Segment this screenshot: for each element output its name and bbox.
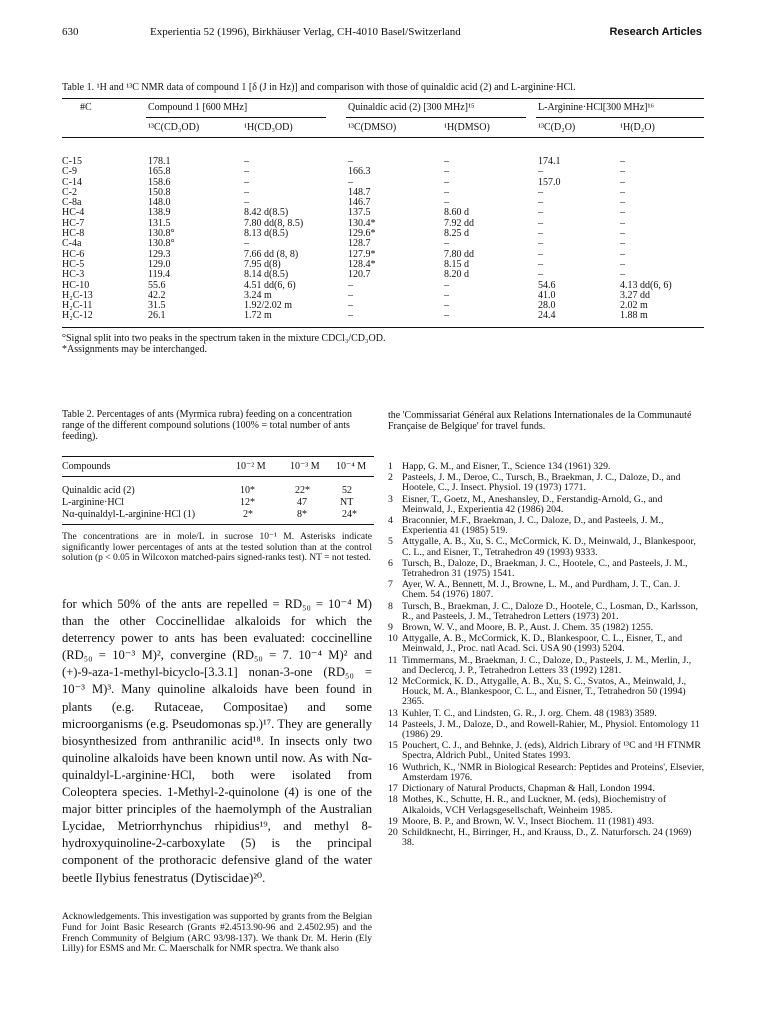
body-paragraph: for which 50% of the ants are repelled = RD₅₀ = 10⁻⁴ M) than the other Coccinellidae alkaloids for which the deterrency power to ants has been evaluated: coccinelline (RD₅₀ = 10⁻³ M)², convergine (RD₅₀ = 7. 10⁻⁴ M)² and (+)-9-aza-1-methyl-bicyclo-[3.3.1] nonan-3-one (RD₅₀ = 10⁻³ M)³. Many quinoline alkaloids have been found in plants (e.g. Rutaceae, Compositae) and some microorganisms (e.g. Pseudomonas sp.)¹⁷. They are generally biosynthesized from anthranilic acid¹⁸. In insects only two quinoline alkaloids have been known until now. As with Nα-quinaldyl-L-arginine·HCl, both were isolated from Coleoptera species. 1-Methyl-2-quinolone (4) is one of the major bitter principles of the haemolymph of the Australian Lycidae, Metriorrhynchus rhipidius¹⁹, and methyl 8-hydroxyquinoline-2-carboxylate (5) is the principal component of the prothoracic defensive gland of the water beetle Ilybius fenestratus (Dytiscidae)²⁰. [62, 597, 372, 885]
reference-item [388, 817, 706, 827]
table2-header-compounds: Compounds [62, 461, 111, 472]
reference-number: 18 [388, 794, 398, 806]
table1-subheader-2: ¹H(CD₃OD) [244, 122, 293, 133]
journal-citation: Experientia 52 (1996), Birkhäuser Verlag, CH-4010 Basel/Switzerland [150, 26, 461, 38]
table2-cell: 10* [240, 485, 255, 496]
table1-bottom-rule [62, 327, 704, 328]
table2-bottom-rule [62, 524, 374, 525]
table2-header-c2: 10⁻³ M [290, 461, 320, 472]
table2-cell: 47 [297, 497, 307, 508]
reference-number: 6 [388, 557, 393, 569]
reference-item [388, 677, 706, 708]
reference-text: Pasteels, J. M., Daloze, D., and Rowell-Rahier, M., Physiol. Entomology 11 (1986) 29. [402, 718, 700, 741]
reference-number: 12 [388, 676, 398, 688]
table1-subheader-5: ¹³C(D₂O) [538, 122, 576, 133]
reference-item [388, 495, 706, 515]
reference-item [388, 741, 706, 761]
reference-item [388, 634, 706, 654]
reference-item [388, 559, 706, 579]
reference-text: Attygalle, A. B., Xu, S. C., McCormick, K. D., Meinwald, J., Blankespoor, C. L., and Eisner, T., Tetrahedron 49 (1993) 9333. [402, 536, 696, 558]
reference-item [388, 516, 706, 536]
acknowledgements-continued: the 'Commissariat Général aux Relations Internationales de la Communauté Française de Belgique' for travel funds. [388, 410, 692, 432]
table1-footnote-split: °Signal split into two peaks in the spectrum taken in the mixture CDCl₃/CD₃OD. [62, 333, 386, 344]
reference-text: McCormick, K. D., Attygalle, A. B., Xu, S. C., Svatos, A., Meinwald, J., Houck, M. A., Blankespoor, C. L., and Eisner, T., Tetrahedron 50 (1994) 2365. [402, 676, 687, 708]
reference-number: 20 [388, 826, 398, 838]
reference-text: Pouchert, C. J., and Behnke, J. (eds), Aldrich Library of ¹³C and ¹H FTNMR Spectra, Aldrich Publ., United States 1993. [402, 740, 701, 762]
reference-number: 10 [388, 633, 398, 645]
reference-number: 9 [388, 622, 393, 634]
table2-cell: NT [340, 497, 354, 508]
reference-text: Moore, B. P., and Brown, W. V., Insect Biochem. 11 (1981) 493. [402, 815, 655, 827]
reference-item [388, 462, 706, 472]
table1-col-h1-quinaldic: – – – – – 8.60 d 7.92 dd 8.25 d – 7.80 dd 8.15 d 8.20 d – – – – [444, 156, 474, 322]
reference-number: 2 [388, 472, 393, 484]
table1-header-quinaldic: Quinaldic acid (2) [300 MHz]¹⁵ [348, 102, 475, 113]
reference-text: Eisner, T., Goetz, M., Aneshansley, D., Ferstandig-Arnold, G., and Meinwald, J., Experientia 42 (1986) 204. [402, 493, 663, 515]
table1-caption: Table 1. ¹H and ¹³C NMR data of compound 1 [δ (J in Hz)] and comparison with those of quinaldic acid (2) and L-arginine·HCl. [62, 82, 576, 93]
reference-number: 7 [388, 579, 393, 591]
reference-list [388, 462, 706, 849]
table1-header-rule [62, 137, 704, 138]
table1-subheader-1: ¹³C(CD₃OD) [148, 122, 200, 133]
reference-text: Brown, W. V., and Moore, B. P., Aust. J. Chem. 35 (1982) 1255. [402, 622, 654, 634]
table1-header-c: #C [80, 102, 92, 113]
table1-group-rule-2 [346, 117, 526, 118]
table2-cell: 8* [297, 509, 307, 520]
reference-number: 14 [388, 718, 398, 730]
reference-item [388, 763, 706, 783]
table1-col-h1-compound1: – – – – – 8.42 d(8.5) 7.80 dd(8, 8.5) 8.13 d(8.5) – 7.66 dd (8, 8) 7.95 d(8) 8.14 d(8.5) 4.51 dd(6, 6) 3.24 m 1.92/2.02 m 1.72 m [244, 156, 304, 322]
table1-group-rule-1 [146, 117, 326, 118]
table2-cell: 22* [295, 485, 310, 496]
reference-item [388, 473, 706, 493]
reference-text: Timmermans, M., Braekman, J. C., Daloze, D., Pasteels, J. M., Merlin, J., and Declercq, J. P., Tetrahedron Letters 33 (1992) 1281. [402, 654, 692, 676]
section-title: Research Articles [609, 26, 702, 38]
reference-text: Tursch, B., Braekman, J. C., Daloze D., Hootele, C., Losman, D., Karlsson, R., and Pasteels, J. M., Tetrahedron Letters (1973) 201. [402, 600, 698, 622]
reference-item [388, 720, 706, 740]
table1-subheader-3: ¹³C(DMSO) [348, 122, 397, 133]
table2-cell: 12* [240, 497, 255, 508]
table2-cell: 52 [342, 485, 352, 496]
reference-number: 3 [388, 493, 393, 505]
table1-header-compound1: Compound 1 [600 MHz] [148, 102, 248, 113]
reference-text: Braconnier, M.F., Braekman, J. C., Daloze, D., and Pasteels, J. M., Experientia 41 (1985) 519. [402, 515, 664, 537]
reference-item [388, 709, 706, 719]
table1-subheader-4: ¹H(DMSO) [444, 122, 490, 133]
table1-header-arginine: L-Arginine·HCl[300 MHz]¹⁶ [538, 102, 655, 113]
reference-number: 5 [388, 536, 393, 548]
reference-item [388, 602, 706, 622]
reference-text: Tursch, B., Daloze, D., Braekman, J. C., Hootele, C., and Pasteels, J. M., Tetrahedron 31 (1975) 1541. [402, 557, 688, 580]
reference-text: Pasteels, J. M., Deroe, C., Tursch, B., Braekman, J. C., Daloze, D., and Hootele, C., J. Insect. Physiol. 19 (1973) 1771. [402, 472, 681, 494]
table2-header-rule [62, 476, 374, 477]
page-number: 630 [62, 26, 79, 38]
table1-footnote-assign: *Assignments may be interchanged. [62, 344, 207, 355]
table2-row-label: Nα-quinaldyl-L-arginine·HCl (1) [62, 509, 196, 520]
reference-item [388, 537, 706, 557]
reference-item [388, 580, 706, 600]
reference-item [388, 656, 706, 676]
table2-top-rule [62, 456, 374, 457]
reference-text: Happ, G. M., and Eisner, T., Science 134 (1961) 329. [402, 461, 611, 472]
table2-row-label: L-arginine·HCl [62, 497, 125, 508]
reference-number: 13 [388, 707, 398, 719]
reference-text: Dictionary of Natural Products, Chapman & Hall, London 1994. [402, 783, 655, 795]
table1-subheader-6: ¹H(D₂O) [620, 122, 655, 133]
reference-text: Schildknecht, H., Birringer, H., and Krauss, D., Z. Naturforsch. 24 (1969) 38. [402, 826, 692, 849]
table1-col-c13-arginine: 174.1 – 157.0 – – – – – – – – – 54.6 41.0 28.0 24.4 [538, 156, 561, 322]
acknowledgements: Acknowledgements. This investigation was supported by grants from the Belgian Fund for Joint Basic Research (Grants #2.4513.90-96 and 2.4502.95) and the French Community of Belgium (ARC 93/98-137). We thank Dr. M. Herin (Ely Lilly) for ESMS and Mr. C. Maerschalk for NMR spectra. We thank also [62, 912, 372, 955]
table2-note: The concentrations are in mole/L in sucrose 10⁻¹ M. Asterisks indicate significantly lower percentages of ants at the tested solution than at the control solution (p < 0.05 in Wilcoxon matched-pairs signed-ranks test). NT = not tested. [62, 532, 372, 563]
reference-number: 17 [388, 783, 398, 795]
table1-group-rule-3 [536, 117, 704, 118]
reference-text: Mothes, K., Schutte, H. R., and Luckner, M. (eds), Biochemistry of Alkaloids, VCH Verlagsgesellschaft, Weinheim 1985. [402, 794, 667, 816]
table1-col-h1-arginine: – – – – – – – – – – – – 4.13 dd(6, 6) 3.27 dd 2.02 m 1.88 m [620, 156, 672, 322]
table1-top-rule [62, 98, 704, 99]
reference-number: 15 [388, 740, 398, 752]
table2-header-c1: 10⁻² M [236, 461, 266, 472]
reference-item [388, 784, 706, 794]
table1-col-c13-compound1: 178.1 165.8 158.6 150.8 148.0 138.9 131.5 130.8° 130.8° 129.3 129.0 119.4 55.6 42.2 31.5 26.1 [148, 156, 175, 322]
table2-caption: Table 2. Percentages of ants (Myrmica rubra) feeding on a concentration range of the different compound solutions (100% = total number of ants feeding). [62, 409, 353, 442]
table2-cell: 2* [243, 509, 253, 520]
table2-row-label: Quinaldic acid (2) [62, 485, 135, 496]
reference-number: 19 [388, 815, 398, 827]
reference-text: Kuhler, T. C., and Lindsten, G. R., J. org. Chem. 48 (1983) 3589. [402, 707, 657, 719]
reference-item [388, 795, 706, 815]
table1-col-c13-quinaldic: – 166.3 – 148.7 146.7 137.5 130.4* 129.6* 128.7 127.9* 128.4* 120.7 – – – – [348, 156, 376, 322]
reference-number: 11 [388, 654, 398, 666]
reference-number: 16 [388, 761, 398, 773]
table2-header-c3: 10⁻⁴ M [336, 461, 367, 472]
reference-item [388, 828, 706, 848]
reference-number: 4 [388, 515, 393, 527]
table2-cell: 24* [342, 509, 357, 520]
reference-item [388, 623, 706, 633]
reference-number: 1 [388, 461, 393, 472]
reference-number: 8 [388, 600, 393, 612]
reference-text: Attygalle, A. B., McCormick, K. D., Blankespoor, C. L., Eisner, T., and Meinwald, J., Proc. natl Acad. Sci. USA 90 (1993) 5204. [402, 633, 683, 655]
reference-text: Wuthrich, K., 'NMR in Biological Research: Peptides and Proteins', Elsevier, Amsterdam 1976. [402, 761, 705, 783]
table1-col-carbon: C-15 C-9 C-14 C-2 C-8a HC-4 HC-7 HC-8 C-4a HC-6 HC-5 HC-3 HC-10 H₂C-13 H₂C-11 H₂C-12 [62, 156, 93, 322]
reference-text: Ayer, W. A., Bennett, M. J., Browne, L. M., and Purdham, J. T., Can. J. Chem. 54 (1976) 1807. [402, 579, 681, 601]
